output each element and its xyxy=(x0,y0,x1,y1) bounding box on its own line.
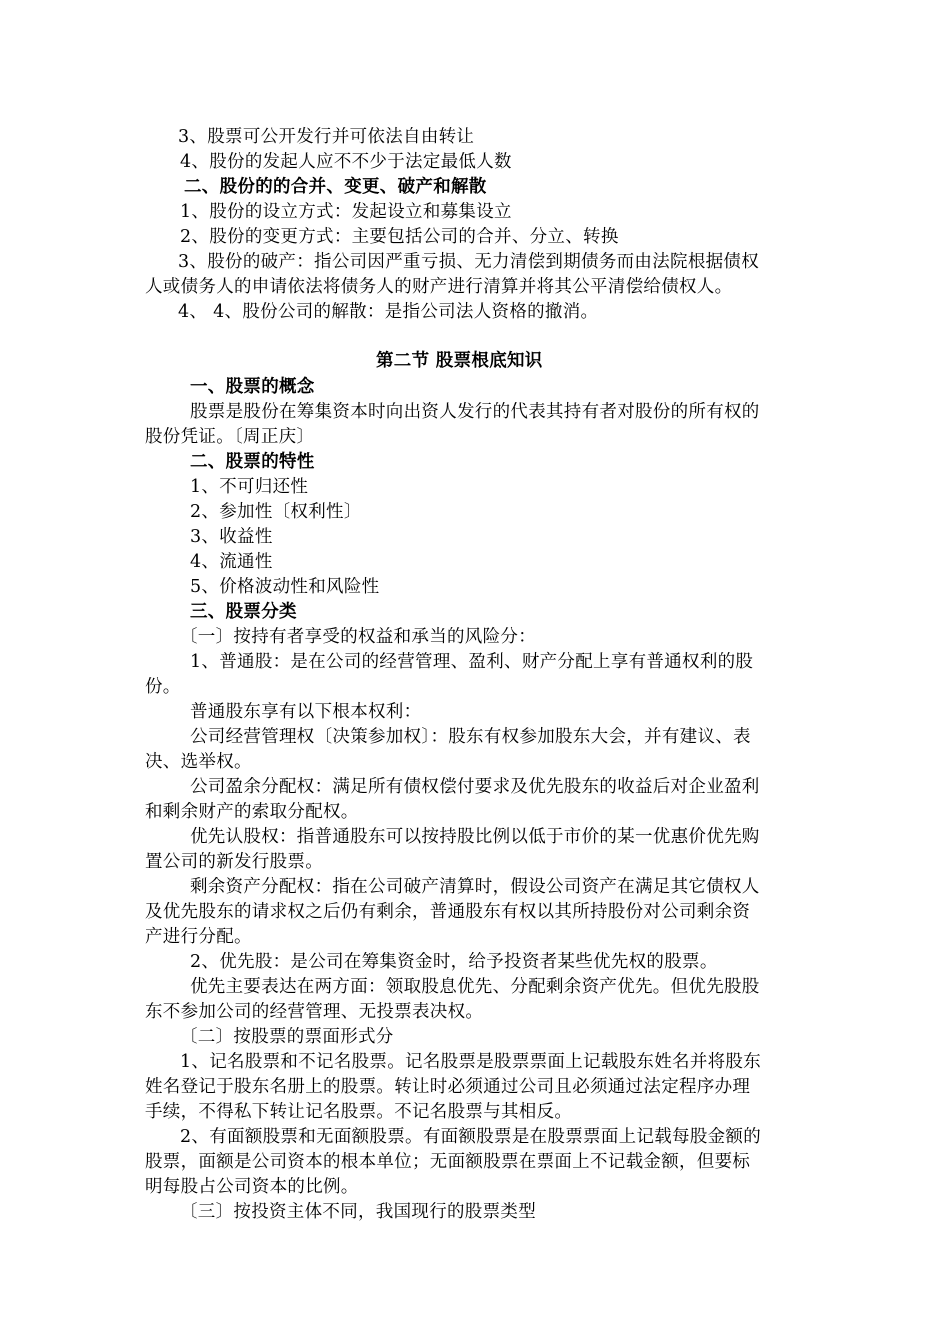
section-heading: 二、股份的的合并、变更、破产和解散 xyxy=(184,177,487,197)
text-line: 2、优先股：是公司在筹集资金时，给予投资者某些优先权的股票。 xyxy=(190,952,718,972)
text-line: 〔二〕按股票的票面形式分 xyxy=(180,1027,394,1047)
text-line: 〔三〕按投资主体不同，我国现行的股票类型 xyxy=(180,1202,536,1222)
text-line: 股份凭证。〔周正庆〕 xyxy=(145,427,315,447)
text-line: 优先主要表达在两方面：领取股息优先、分配剩余资产优先。但优先股股 xyxy=(190,977,760,997)
text-line: 东不参加公司的经营管理、无投票表决权。 xyxy=(145,1002,484,1022)
text-line: 3、收益性 xyxy=(190,527,273,547)
text-line: 明每股占公司资本的比例。 xyxy=(145,1177,359,1197)
section-heading: 三、股票分类 xyxy=(190,602,297,622)
text-line: 5、价格波动性和风险性 xyxy=(190,577,380,597)
text-line: 2、有面额股票和无面额股票。有面额股票是在股票票面上记载每股金额的 xyxy=(180,1127,762,1147)
text-line: 2、参加性〔权利性〕 xyxy=(190,502,362,522)
text-line: 4、股份的发起人应不不少于法定最低人数 xyxy=(180,152,512,172)
text-line: 普通股东享有以下根本权利： xyxy=(190,702,422,722)
text-line: 优先认股权：指普通股东可以按持股比例以低于市价的某一优惠价优先购 xyxy=(190,827,760,847)
text-line: 股票，面额是公司资本的根本单位；无面额股票在票面上不记载金额，但要标 xyxy=(145,1152,751,1172)
text-line: 手续，不得私下转让记名股票。不记名股票与其相反。 xyxy=(145,1102,573,1122)
text-line: 份。 xyxy=(145,677,181,697)
text-line: 3、股票可公开发行并可依法自由转让 xyxy=(178,127,475,147)
text-line: 产进行分配。 xyxy=(145,927,252,947)
chapter-title: 第二节 股票根底知识 xyxy=(376,351,543,371)
text-line: 4、 4、股份公司的解散：是指公司法人资格的撤消。 xyxy=(178,302,599,322)
text-line: 2、股份的变更方式：主要包括公司的合并、分立、转换 xyxy=(180,227,619,247)
text-line: 姓名登记于股东名册上的股票。转让时必须通过公司且必须通过法定程序办理 xyxy=(145,1077,751,1097)
text-line: 公司经营管理权〔决策参加权〕：股东有权参加股东大会，并有建议、表 xyxy=(190,727,751,747)
text-line: 3、股份的破产：指公司因严重亏损、无力清偿到期债务而由法院根据债权 xyxy=(178,252,760,272)
text-line: 置公司的新发行股票。 xyxy=(145,852,323,872)
text-line: 股票是股份在筹集资本时向出资人发行的代表其持有者对股份的所有权的 xyxy=(190,402,760,422)
text-line: 决、选举权。 xyxy=(145,752,252,772)
text-line: 〔一〕按持有者享受的权益和承当的风险分： xyxy=(180,627,536,647)
text-line: 人或债务人的申请依法将债务人的财产进行清算并将其公平清偿给债权人。 xyxy=(145,277,733,297)
text-line: 及优先股东的请求权之后仍有剩余，普通股东有权以其所持股份对公司剩余资 xyxy=(145,902,751,922)
text-line: 和剩余财产的索取分配权。 xyxy=(145,802,359,822)
text-line: 剩余资产分配权：指在公司破产清算时，假设公司资产在满足其它债权人 xyxy=(190,877,760,897)
text-line: 公司盈余分配权：满足所有债权偿付要求及优先股东的收益后对企业盈利 xyxy=(190,777,760,797)
text-line: 1、记名股票和不记名股票。记名股票是股票票面上记载股东姓名并将股东 xyxy=(180,1052,762,1072)
text-line: 1、不可归还性 xyxy=(190,477,309,497)
section-heading: 一、股票的概念 xyxy=(190,377,315,397)
text-line: 1、股份的设立方式：发起设立和募集设立 xyxy=(180,202,512,222)
text-line: 4、流通性 xyxy=(190,552,273,572)
section-heading: 二、股票的特性 xyxy=(190,452,315,472)
text-line: 1、普通股：是在公司的经营管理、盈利、财产分配上享有普通权利的股 xyxy=(190,652,754,672)
